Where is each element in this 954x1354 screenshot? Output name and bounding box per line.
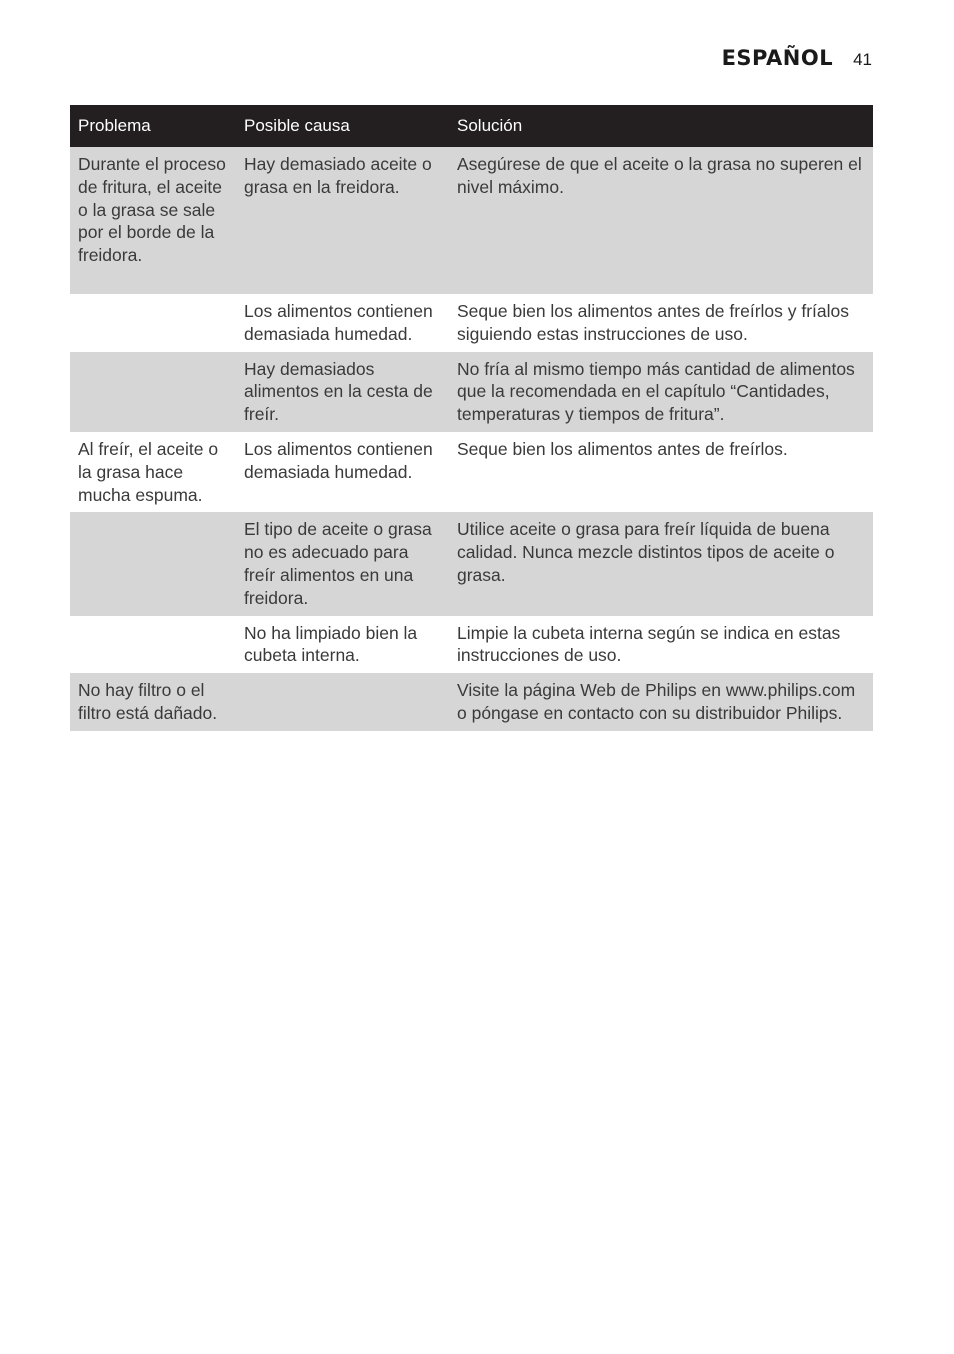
- table-row: [70, 432, 873, 512]
- cause-cell: Los alimentos contienen demasiada humedad.: [244, 301, 433, 344]
- cause-cell: No ha limpiado bien la cubeta interna.: [244, 622, 418, 666]
- table-row: [70, 512, 873, 615]
- solution-cell: No fría al mismo tiempo más cantidad de alimentos que la recomendada en el capítulo “Cantidades, temperaturas y tiempos de fritura”.: [449, 352, 873, 432]
- troubleshooting-table: [70, 105, 873, 731]
- cause-cell: Hay demasiado aceite o grasa en la freidora.: [236, 147, 449, 294]
- table-header-row: [70, 105, 873, 147]
- cause-cell: [236, 673, 449, 731]
- cause-cell: El tipo de aceite o grasa no es adecuado para freír alimentos en una freidora.: [236, 512, 449, 615]
- page-header: [722, 46, 872, 70]
- column-header-problem: Problema: [70, 105, 236, 147]
- language-label: ESPAÑOL: [721, 46, 834, 70]
- problem-cell: [70, 294, 236, 352]
- problem-cell: [70, 512, 236, 615]
- solution-cell: Asegúrese de que el aceite o la grasa no superen el nivel máximo.: [449, 147, 873, 294]
- table-row: [70, 352, 873, 432]
- problem-cell: [70, 352, 236, 432]
- column-header-cause: Posible causa: [236, 105, 449, 147]
- solution-cell: Seque bien los alimentos antes de freírlos.: [457, 438, 788, 459]
- table-row: [70, 616, 873, 674]
- table-row: [70, 147, 873, 294]
- solution-cell: Utilice aceite o grasa para freír líquida de buena calidad. Nunca mezcle distintos tipos de aceite o grasa.: [449, 512, 873, 615]
- cause-cell: Hay demasiados alimentos en la cesta de freír.: [236, 352, 449, 432]
- problem-cell: Al freír, el aceite o la grasa hace mucha espuma.: [78, 438, 219, 505]
- problem-cell: Durante el proceso de fritura, el aceite o la grasa se sale por el borde de la freidora.: [70, 147, 236, 294]
- solution-cell: Visite la página Web de Philips en www.philips.com o póngase en contacto con su distribuidor Philips.: [449, 673, 873, 731]
- problem-cell: [70, 616, 236, 674]
- page-number: 41: [853, 50, 872, 69]
- problem-cell: No hay filtro o el filtro está dañado.: [70, 673, 236, 731]
- table-row: [70, 673, 873, 731]
- cause-cell: Los alimentos contienen demasiada humedad.: [244, 438, 433, 482]
- table-row: [70, 294, 873, 352]
- column-header-solution: Solución: [449, 105, 873, 147]
- solution-cell: Limpie la cubeta interna según se indica en estas instrucciones de uso.: [457, 622, 841, 666]
- solution-cell: Seque bien los alimentos antes de freírlos y fríalos siguiendo estas instrucciones de uso.: [457, 301, 850, 344]
